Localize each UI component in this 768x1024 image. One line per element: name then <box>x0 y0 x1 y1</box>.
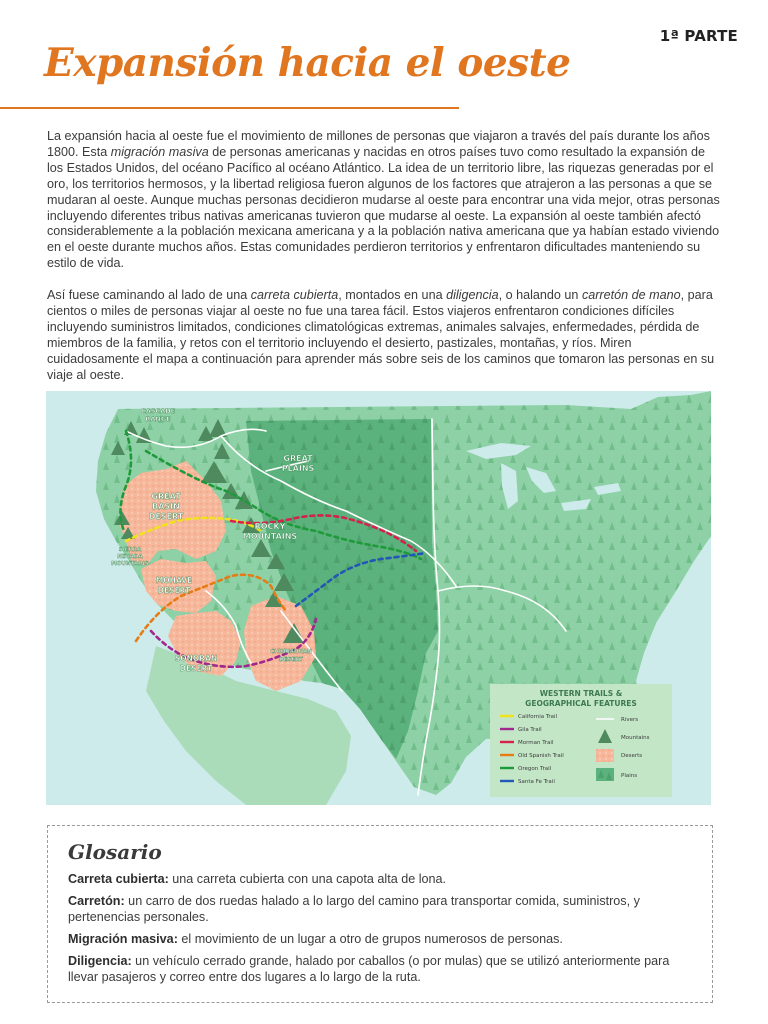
part-label: 1ª PARTE <box>659 27 738 45</box>
glossary-definition: un carro de dos ruedas halado a lo largo del camino para transportar comida, suministros, y pertenencias personales. <box>68 894 640 924</box>
glossary-term: Carreta cubierta: <box>68 872 169 886</box>
great-basin-label-2: BASIN <box>152 502 180 511</box>
intro-paragraph-2 <box>47 288 722 383</box>
title-rule <box>0 107 459 109</box>
great-basin-label-3: DESERT <box>148 512 184 521</box>
chihuahuan-label-2: DESERT <box>279 657 303 663</box>
legend-title-2: GEOGRAPHICAL FEATURES <box>525 699 637 708</box>
legend-rivers-label: Rivers <box>621 717 639 723</box>
emphasis: diligencia <box>446 288 499 302</box>
glossary-term: Carretón: <box>68 894 125 908</box>
text-run: , para cientos o miles de personas viajar al oeste no fue una tarea fácil. Estos viajeros enfrentaron condiciones difíciles incluyendo suministros limitados, condiciones climatológicas extremas, animales salvajes, enfermedades, pérdida de miembros de la familia, y retos con el territorio incluyendo el desierto, pastizales, montañas, y ríos. Miren cuidadosamente el mapa a continuación para aprender más sobre seis de los caminos que tomaron las personas en su viaje al oeste. <box>47 288 715 382</box>
glossary-box <box>47 825 713 1003</box>
legend-trail-label: California Trail <box>518 714 558 720</box>
chihuahuan-label-1: CHIHUAHUAN <box>270 649 312 655</box>
glossary-entry <box>68 931 692 947</box>
glossary-definition: el movimiento de un lugar a otro de grupos numerosos de personas. <box>177 932 563 946</box>
text-run: , o halando un <box>498 288 582 302</box>
legend-trail-label: Morman Trail <box>518 740 554 746</box>
legend-plains-label: Plains <box>621 773 638 779</box>
text-run: , montados en una <box>338 288 447 302</box>
legend-deserts-swatch <box>596 749 614 762</box>
sierra-label-1: SIERRA <box>118 547 142 553</box>
legend-title-1: WESTERN TRAILS & <box>539 689 623 698</box>
legend-mountains-label: Mountains <box>621 735 650 741</box>
mohave-label-1: MOHAVE <box>155 576 193 585</box>
sonoran-label-2: DESERT <box>179 664 213 673</box>
rocky-label-2: MOUNTAINS <box>242 532 298 541</box>
legend-deserts-label: Deserts <box>621 753 643 759</box>
glossary-entry <box>68 871 692 887</box>
emphasis: carretón de mano <box>581 288 681 302</box>
sierra-label-2: NEVADA <box>117 554 143 560</box>
text-run: de personas americanas y nacidas en otros países tuvo como resultado la expansión de los Estados Unidos, del océano Pacífico al océano Atlántico. La idea de un territorio libre, las riquezas generadas por el oro, los territorios hermosos, y la libertad religiosa fueron algunos de los factores que atrajeron a las personas a que se mudaran al oeste. Aunque muchas personas decidieron mudarse al oeste para encontrar una vida mejor, otras personas incluyendo diferentes tribus nativas americanas tuvieron que mudarse al oeste. La expansión al oeste también afectó considerablemente a la población mexicana americana y a la población nativa americana que ya habían estado viviendo en el oeste durante muchos años. Estas comunidades perdieron territorios y enfrentaron dificultades manteniendo su estilo de vida. <box>47 144 720 271</box>
sonoran-label-1: SONORAN <box>174 654 218 663</box>
cascade-label-2: RANGE <box>145 415 171 423</box>
map-svg <box>46 391 711 805</box>
great-basin-label-1: GREAT <box>151 492 181 501</box>
map-legend <box>490 684 672 797</box>
glossary-definition: una carreta cubierta con una capota alta de lona. <box>168 872 447 886</box>
legend-trail-label: Santa Fe Trail <box>518 779 555 785</box>
intro-paragraph-1 <box>47 129 722 272</box>
western-trails-map <box>46 391 711 805</box>
rocky-label-1: ROCKY <box>254 522 286 531</box>
page-title: Expansión hacia el oeste <box>44 40 571 86</box>
sierra-label-3: MOUNTAINS <box>111 561 149 567</box>
emphasis: migración masiva <box>110 144 209 159</box>
legend-trail-label: Gila Trail <box>518 727 542 733</box>
glossary-term: Diligencia: <box>68 954 132 968</box>
legend-trail-label: Old Spanish Trail <box>518 753 564 759</box>
cascade-label-1: CASCADE <box>140 407 176 415</box>
mohave-label-2: DESERT <box>157 586 191 595</box>
glossary-title: Glosario <box>68 840 162 864</box>
glossary-definition: un vehículo cerrado grande, halado por caballos (o por mulas) que se utilizó anteriormente para llevar pasajeros y correo entre dos lugares a lo largo de la ruta. <box>68 954 670 984</box>
great-plains-label-2: PLAINS <box>281 464 315 473</box>
great-plains-label-1: GREAT <box>283 454 313 463</box>
emphasis: carreta cubierta <box>250 288 339 302</box>
text-run: La expansión hacia al oeste fue el movimiento de millones de personas que viajaron a través del país durante los años 1800. Esta <box>47 129 710 159</box>
legend-trail-label: Oregon Trail <box>518 766 552 772</box>
glossary-term: Migración masiva: <box>68 932 178 946</box>
glossary-entry <box>68 953 692 985</box>
glossary-entry <box>68 893 692 925</box>
text-run: Así fuese caminando al lado de una <box>47 288 251 302</box>
